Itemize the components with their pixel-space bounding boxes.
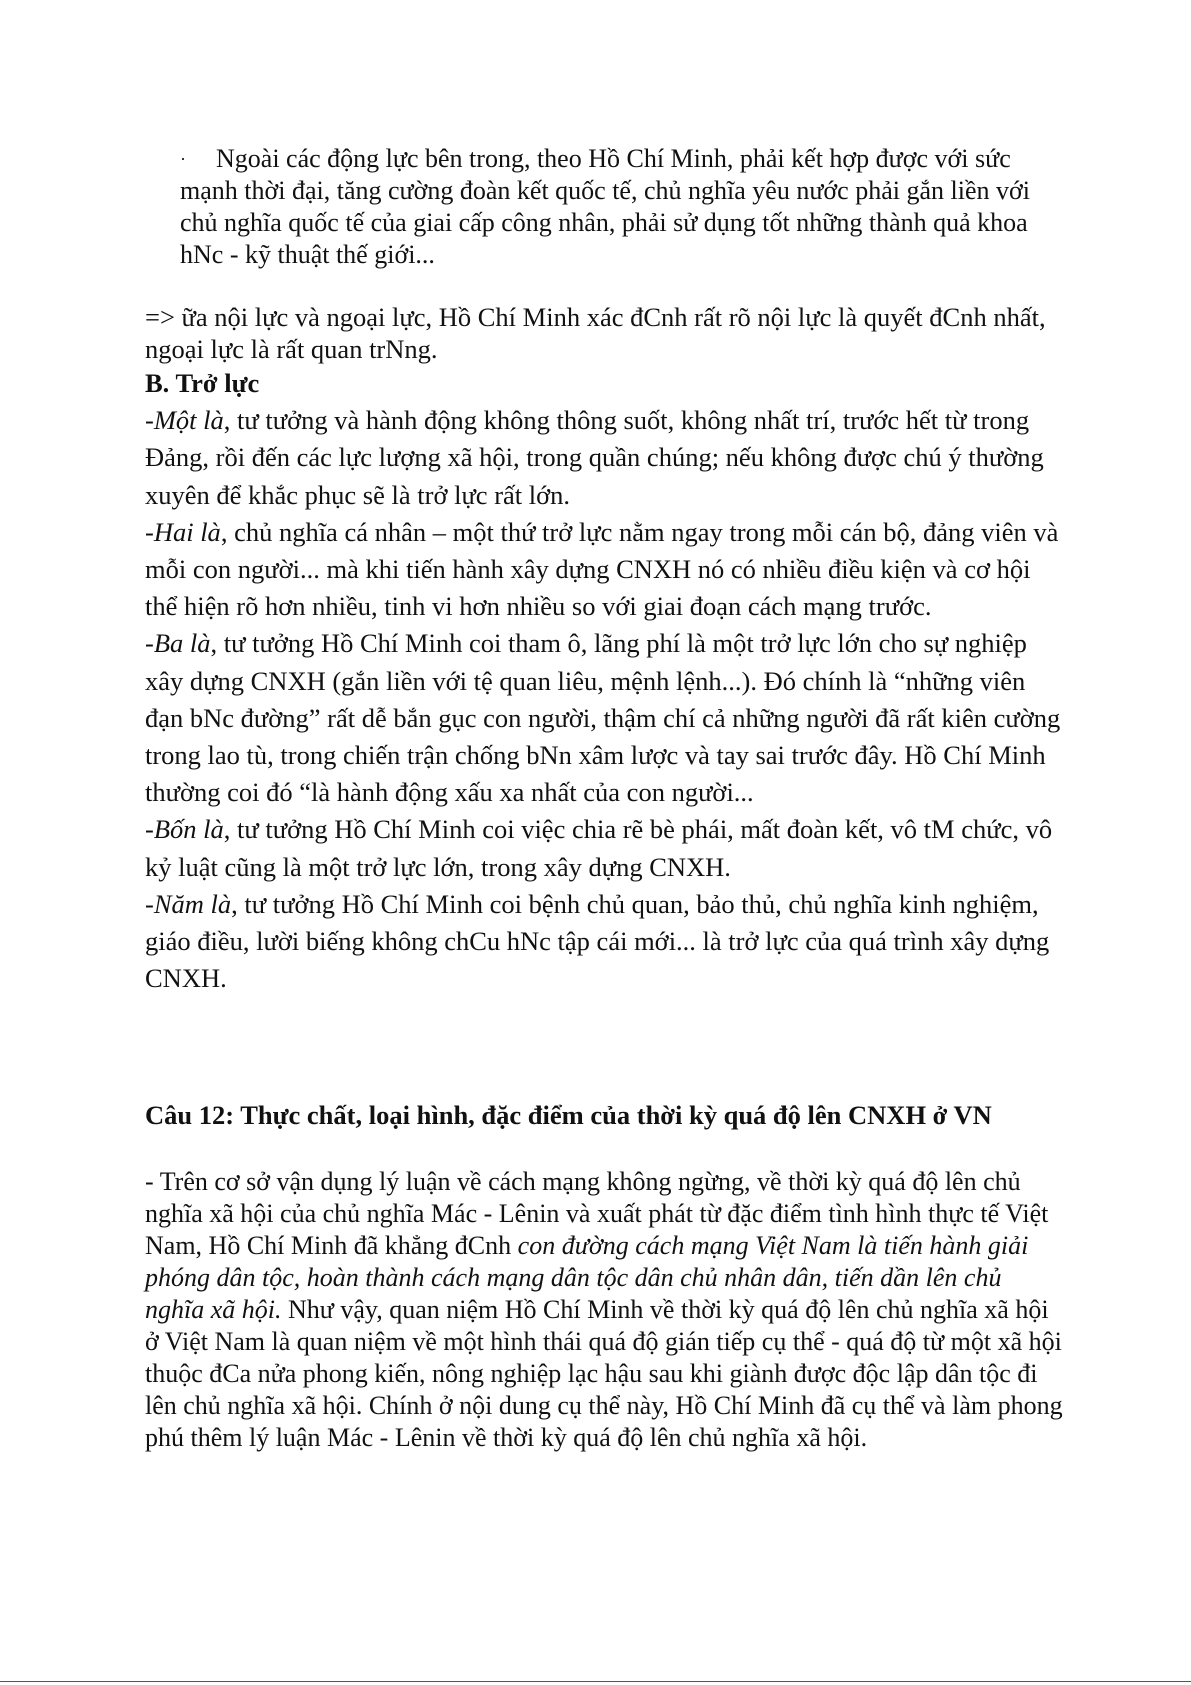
- para-start: - Trên cơ sở vận dụng lý luận về cách mạng không ngừng, về thời kỳ quá độ lên chủ nghĩa xã hội của chủ nghĩa Mác - Lênin và xuất phát từ đặc điểm tình hình thực tế Việt Nam, Hồ Chí Minh đã khẳng đCnh: [145, 1167, 1049, 1260]
- page-bottom-rule: [0, 1681, 1191, 1682]
- bullet-marker: ·: [180, 149, 186, 169]
- item-text: , tư tưởng Hồ Chí Minh coi việc chia rẽ bè phái, mất đoàn kết, vô tM chức, vô kỷ luật cũng là một trở lực lớn, trong xây dựng CNXH.: [145, 814, 1053, 882]
- bullet-paragraph: [180, 143, 1060, 271]
- item-text: , chủ nghĩa cá nhân – một thứ trở lực nằm ngay trong mỗi cán bộ, đảng viên và mỗi con người... mà khi tiến hành xây dựng CNXH nó có nhiều điều kiện và cơ hội thể hiện rõ hơn nhiều, tinh vi hơn nhiều so với giai đoạn cách mạng trước.: [145, 516, 1059, 622]
- item-text: , tư tưởng Hồ Chí Minh coi bệnh chủ quan, bảo thủ, chủ nghĩa kinh nghiệm, giáo điều, lười biếng không chCu hNc tập cái mới... là trở lực của quá trình xây dựng CNXH.: [145, 888, 1050, 994]
- tro-luc-section: [145, 365, 1065, 997]
- item-lead: -Hai là: [145, 516, 221, 547]
- item-lead: -Bốn là: [145, 814, 224, 845]
- bullet-text: Ngoài các động lực bên trong, theo Hồ Chí Minh, phải kết hợp được với sức mạnh thời đại, tăng cường đoàn kết quốc tế, chủ nghĩa yêu nước phải gắn liền với chủ nghĩa quốc tế của giai cấp công nhân, phải sử dụng tốt những thành quả khoa hNc - kỹ thuật thế giới...: [180, 144, 1030, 269]
- item-lead: -Năm là: [145, 888, 232, 919]
- tro-luc-item-5: [145, 886, 1065, 998]
- question-12-heading: Câu 12: Thực chất, loại hình, đặc điểm của thời kỳ quá độ lên CNXH ở VN: [145, 1100, 992, 1130]
- tro-luc-item-4: [145, 811, 1065, 885]
- para-end: Như vậy, quan niệm Hồ Chí Minh về thời kỳ quá độ lên chủ nghĩa xã hội ở Việt Nam là quan niệm về một hình thái quá độ gián tiếp cụ thể - quá độ từ một xã hội thuộc đCa nửa phong kiến, nông nghiệp lạc hậu sau khi giành được độc lập dân tộc đi lên chủ nghĩa xã hội. Chính ở nội dung cụ thể này, Hồ Chí Minh đã cụ thể và làm phong phú thêm lý luận Mác - Lênin về thời kỳ quá độ lên chủ nghĩa xã hội.: [145, 1295, 1063, 1452]
- section-heading-tro-luc: B. Trở lực: [145, 368, 260, 398]
- item-lead: -Một là: [145, 405, 224, 436]
- tro-luc-item-1: [145, 402, 1065, 514]
- item-lead: -Ba là: [145, 628, 211, 659]
- item-text: , tư tưởng và hành động không thông suốt, không nhất trí, trước hết từ trong Đảng, rồi đến các lực lượng xã hội, trong quần chúng; nếu không được chú ý thường xuyên để khắc phục sẽ là trở lực rất lớn.: [145, 405, 1044, 510]
- tro-luc-item-3: [145, 625, 1065, 811]
- question-12-paragraph: [145, 1166, 1065, 1454]
- para-italic: con đường cách mạng Việt Nam là tiến hành giải phóng dân tộc, hoàn thành cách mạng dân tộc dân chủ nhân dân, tiến dần lên chủ nghĩa xã hội.: [145, 1231, 1029, 1324]
- conclusion-paragraph: => ữa nội lực và ngoại lực, Hồ Chí Minh xác đCnh rất rõ nội lực là quyết đCnh nhất, ngoại lực là rất quan trNng.: [145, 302, 1046, 364]
- item-text: , tư tưởng Hồ Chí Minh coi tham ô, lãng phí là một trở lực lớn cho sự nghiệp xây dựng CNXH (gắn liền với tệ quan liêu, mệnh lệnh...). Đó chính là “những viên đạn bNc đường” rất dễ bắn gục con người, thậm chí cả những người đã rất kiên cường trong lao tù, trong chiến trận chống bNn xâm lược và tay sai trước đây. Hồ Chí Minh thường coi đó “là hành động xấu xa nhất của con người...: [145, 628, 1061, 808]
- tro-luc-item-2: [145, 514, 1065, 626]
